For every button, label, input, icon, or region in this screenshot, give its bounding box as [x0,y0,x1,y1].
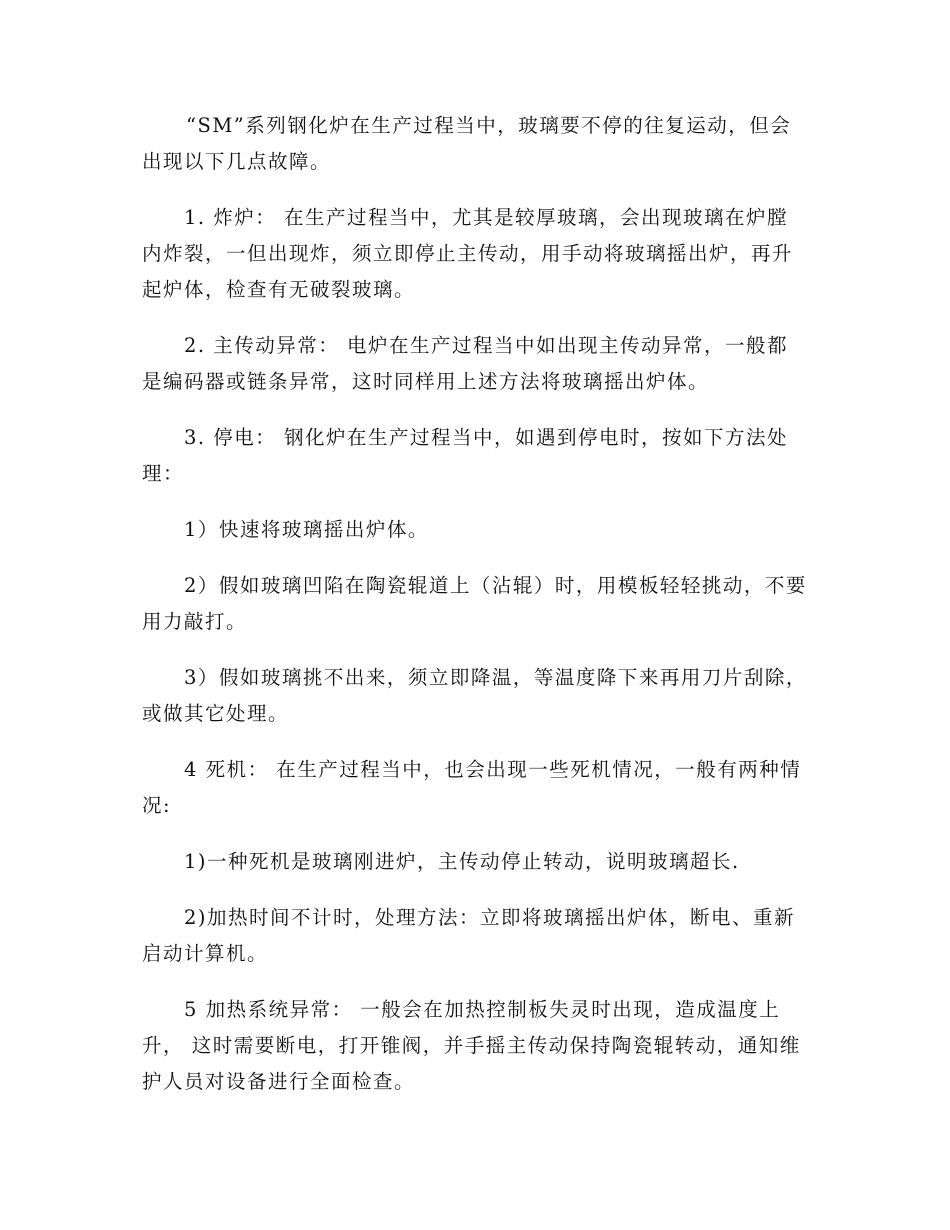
intro-paragraph: “SM”系列钢化炉在生产过程当中，玻璃要不停的往复运动，但会出现以下几点故障。 [142,114,792,173]
outage-step-3: 3）假如玻璃挑不出来，须立即降温，等温度降下来再用刀片刮除，或做其它处理。 [142,666,807,725]
fault-4-crash: 4 死机： 在生产过程当中，也会出现一些死机情况，一般有两种情况: [142,758,802,817]
fault-1-furnace-burst: 1. 炸炉： 在生产过程当中，尤其是较厚玻璃，会出现玻璃在炉膛内炸裂，一但出现炸，须立即停止主传动，用手动将玻璃摇出炉，再升起炉体，检查有无破裂玻璃。 [142,206,794,301]
outage-step-1: 1）快速将玻璃摇出炉体。 [184,518,429,541]
document-body [142,108,808,1120]
fault-5-heating-system: 5 加热系统异常： 一般会在加热控制板失灵时出现，造成温度上升， 这时需要断电，打开锥阀，并手摇主传动保持陶瓷辊转动，通知维护人员对设备进行全面检查。 [142,998,801,1093]
fault-2-main-drive: 2. 主传动异常： 电炉在生产过程当中如出现主传动异常，一般都是编码器或链条异常，这时同样用上述方法将玻璃摇出炉体。 [142,334,789,393]
crash-case-1: 1)一种死机是玻璃刚进炉，主传动停止转动，说明玻璃超长. [184,850,740,873]
fault-3-power-outage: 3. 停电： 钢化炉在生产过程当中，如遇到停电时，按如下方法处理： [142,426,789,485]
crash-case-2: 2)加热时间不计时，处理方法：立即将玻璃摇出炉体，断电、重新启动计算机。 [142,906,796,965]
outage-step-2: 2）假如玻璃凹陷在陶瓷辊道上（沾辊）时，用模板轻轻挑动，不要用力敲打。 [142,574,807,633]
